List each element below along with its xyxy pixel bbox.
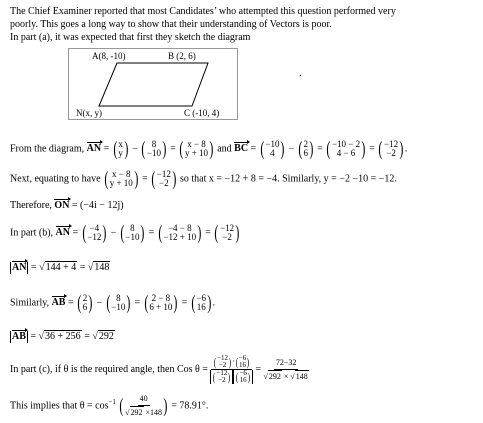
vector-an-b: AN bbox=[55, 227, 70, 239]
label-n: N(x, y) bbox=[76, 108, 102, 118]
column-xy: ( x y ) bbox=[113, 138, 129, 160]
column-a2: ( 8 −10 ) bbox=[105, 292, 131, 314]
label-a: A(8, -10) bbox=[92, 51, 126, 61]
eq9-sup: −1 bbox=[108, 397, 116, 406]
column-b: ( 2 6 ) bbox=[298, 138, 314, 160]
column-an-result: ( x − 8 y + 10 ) bbox=[179, 138, 214, 160]
eq4-prefix: In part (b), bbox=[10, 227, 54, 239]
sqrt-ab-2: 292 bbox=[98, 331, 114, 342]
eq6-prefix: Similarly, bbox=[10, 297, 50, 309]
eq9-prefix: This implies that θ = cos bbox=[10, 400, 109, 412]
sqrt-an-1: 144 + 4 bbox=[45, 262, 77, 273]
column-bc-right: ( −12 −2 ) bbox=[151, 168, 177, 190]
column-b2: ( 2 6 ) bbox=[77, 292, 93, 314]
label-b: B (2, 6) bbox=[168, 51, 196, 61]
vector-an: AN bbox=[86, 143, 102, 155]
vector-ab: AB bbox=[51, 297, 66, 309]
eq2-prefix: Next, equating to have bbox=[10, 173, 101, 185]
vector-an-mag: AN bbox=[12, 262, 27, 273]
sqrt-an-2: 148 bbox=[94, 262, 110, 273]
equation-ab: Similarly, AB = ( 2 6 ) − ( 8 −10 ) = ( 2 − 8 6 + 10 ) = ( −6 16 ) . bbox=[10, 292, 216, 314]
eq1-and: and bbox=[217, 143, 232, 155]
column-an-final: ( −12 −2 ) bbox=[214, 222, 240, 244]
equation-magnitude-ab: AB = √36 + 256 = √292 bbox=[12, 331, 114, 342]
intro-line-3: In part (a), it was expected that first they sketch the diagram bbox=[10, 32, 251, 43]
column-a-b: ( 8 −10 ) bbox=[120, 222, 145, 244]
equation-magnitude-an: AN = √144 + 4 = √148 bbox=[12, 262, 110, 273]
column-a: ( 8 −10 ) bbox=[141, 138, 167, 160]
column-an-expand: ( −4 − 8 −12 + 10 ) bbox=[158, 222, 202, 244]
parallelogram-diagram bbox=[68, 48, 238, 120]
vector-on: ON bbox=[54, 200, 70, 211]
column-bc-expand: ( −10 − 2 4 − 6 ) bbox=[326, 138, 366, 160]
equation-theta-result: This implies that $\theta = \cos^{-1}$ ( $\frac{40}{√292 \times 148}$ ) = 78.91°. bbox=[10, 394, 209, 417]
vector-ab-mag: AB bbox=[12, 331, 26, 342]
equation-on bbox=[10, 200, 124, 212]
intro-line-1: The Chief Examiner reported that most Candidates’ who attempted this question performed very bbox=[10, 6, 396, 17]
sqrt-ab-1: 36 + 256 bbox=[45, 331, 81, 342]
equation-cos-theta: In part (c), if θ is the required angle, then Cos θ = ( −12 −2 ) · ( −6 16 ) ( −12 −2 ) ( −6 16 ) = $\frac{72-32}{√292 \times √148}$ bbox=[10, 354, 308, 384]
stray-mark: . bbox=[299, 68, 302, 79]
eq9-result: = 78.91°. bbox=[171, 400, 209, 412]
eq1-prefix: From the diagram, bbox=[10, 143, 85, 155]
cos-fraction-2: $\frac{72-32}{√292 \times √148}$ bbox=[263, 357, 308, 381]
theta-fraction: $\frac{40}{√292 \times 148}$ bbox=[125, 394, 163, 417]
eq3-value: = (−4i − 12j) bbox=[71, 200, 124, 211]
equation-equate: Next, equating to have ( x − 8 y + 10 ) = ( −12 −2 ) so that x = −12 + 8 = −4. Similarly, y = −2 −10 = −12. bbox=[10, 168, 397, 190]
intro-line-2: poorly. This goes a long way to show that their understanding of Vectors is poor. bbox=[10, 19, 332, 30]
column-an-left: ( x − 8 y + 10 ) bbox=[104, 168, 139, 190]
label-c: C (-10, 4) bbox=[184, 108, 220, 118]
vector-bc: BC bbox=[234, 143, 249, 155]
cos-fraction-1: ( −12 −2 ) · ( −6 16 ) ( −12 −2 ) ( −6 16 ) bbox=[210, 355, 252, 384]
column-ab-expand: ( 2 − 8 6 + 10 ) bbox=[144, 292, 178, 314]
parallelogram-shape bbox=[99, 63, 208, 106]
diagram-svg bbox=[68, 48, 238, 120]
column-c: ( −10 4 ) bbox=[260, 138, 285, 160]
eq3-prefix: Therefore, bbox=[10, 200, 52, 211]
column-ab-result: ( −6 16 ) bbox=[191, 292, 212, 314]
column-bc-result: ( −12 −2 ) bbox=[378, 138, 404, 160]
column-n: ( −4 −12 ) bbox=[81, 222, 107, 244]
eq8-prefix: In part (c), if θ is the required angle, then Cos θ = bbox=[10, 363, 208, 375]
equation-part-b-an: In part (b), AN = ( −4 −12 ) − ( 8 −10 ) = ( −4 − 8 −12 + 10 ) = ( −12 −2 ) bbox=[10, 222, 240, 244]
equation-an-bc: From the diagram, AN = ( x y ) − ( 8 −10 ) = ( x − 8 y + 10 ) and BC = ( −10 4 ) − ( 2 6 ) = ( −10 − 2 4 − 6 ) = ( −12 −2 ) . bbox=[10, 138, 408, 160]
eq2-suffix: so that x = −12 + 8 = −4. Similarly, y = −2 −10 = −12. bbox=[180, 173, 397, 185]
